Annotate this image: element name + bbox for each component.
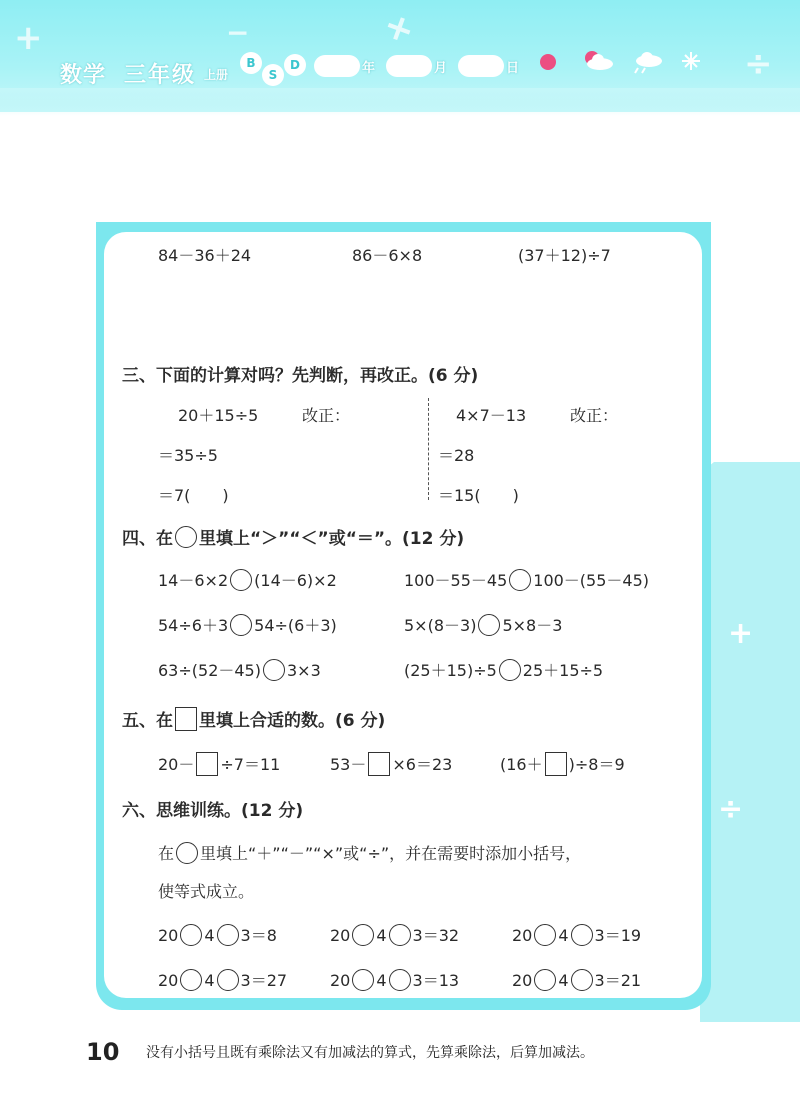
compare-circle[interactable] <box>478 614 500 636</box>
compare-row-2-left: 54÷6＋3 54÷(6＋3) <box>158 613 337 638</box>
grade-label: 三年级 <box>124 63 197 88</box>
operator-circle[interactable] <box>534 924 556 946</box>
multiply-decoration-icon: + <box>377 4 421 53</box>
compare-circle[interactable] <box>230 614 252 636</box>
section-4-title: 四、在 里填上“＞”“＜”或“＝”。(12 分) <box>122 524 464 550</box>
left-correction-label: 改正： <box>302 406 351 425</box>
operator-circle[interactable] <box>389 924 411 946</box>
operator-equation-4: 20 4 3＝27 <box>158 968 287 993</box>
answer-box[interactable] <box>545 752 567 776</box>
publisher-letter-s: S <box>262 64 284 86</box>
box-placeholder-icon <box>175 707 197 731</box>
right-step-1: ＝28 <box>438 446 475 465</box>
left-problem-expression: 20＋15÷5 <box>178 406 259 425</box>
operator-circle[interactable] <box>389 969 411 991</box>
divide-side-icon: ÷ <box>718 792 744 827</box>
compare-row-3-left: 63÷(52－45) 3×3 <box>158 658 321 683</box>
right-problem-expression: 4×7－13 <box>456 406 527 425</box>
compare-row-3-right: (25＋15)÷5 25＋15÷5 <box>404 658 603 683</box>
volume-label: 上册 <box>204 68 229 82</box>
day-field[interactable] <box>458 55 504 77</box>
publisher-letter-d: D <box>284 54 306 76</box>
operator-circle[interactable] <box>534 969 556 991</box>
footer-tip: 没有小括号且既有乘除法又有加减法的算式，先算乘除法，后算加减法。 <box>146 1045 594 1061</box>
operator-circle[interactable] <box>217 969 239 991</box>
operator-equation-3: 20 4 3＝19 <box>512 923 641 948</box>
header-fade <box>0 88 800 116</box>
year-label: 年 <box>362 61 376 76</box>
left-step-1: ＝35÷5 <box>158 446 218 465</box>
continued-expression-1: 84－36＋24 <box>158 246 252 265</box>
divide-decoration-icon: ÷ <box>744 44 773 84</box>
dashed-divider <box>428 398 429 500</box>
compare-row-1-right: 100－55－45 100－(55－45) <box>404 568 649 593</box>
operator-equation-6: 20 4 3＝21 <box>512 968 641 993</box>
operator-circle[interactable] <box>180 969 202 991</box>
continued-expression-3: (37＋12)÷7 <box>518 246 611 265</box>
operator-circle[interactable] <box>217 924 239 946</box>
compare-circle[interactable] <box>509 569 531 591</box>
circle-placeholder-icon <box>176 842 198 864</box>
section-6-title: 六、思维训练。(12 分) <box>122 801 304 821</box>
answer-box[interactable] <box>196 752 218 776</box>
month-label: 月 <box>434 61 448 76</box>
year-field[interactable] <box>314 55 360 77</box>
operator-equation-1: 20 4 3＝8 <box>158 923 277 948</box>
operator-circle[interactable] <box>571 924 593 946</box>
operator-equation-5: 20 4 3＝13 <box>330 968 459 993</box>
publisher-letter-b: B <box>240 52 262 74</box>
operator-circle[interactable] <box>352 969 374 991</box>
fill-equation-3: (16＋ )÷8＝9 <box>500 752 625 778</box>
plus-decoration-icon: + <box>14 18 43 58</box>
compare-circle[interactable] <box>499 659 521 681</box>
snow-icon[interactable] <box>680 50 702 72</box>
right-correction-label: 改正： <box>570 406 619 425</box>
section-3-title: 三、下面的计算对吗？先判断，再改正。(6 分) <box>122 366 479 386</box>
minus-decoration-icon: − <box>226 16 250 49</box>
side-decoration-band <box>700 462 800 1022</box>
left-step-2-judgement[interactable]: ＝7( ) <box>158 486 229 505</box>
compare-circle[interactable] <box>230 569 252 591</box>
right-step-2-judgement[interactable]: ＝15( ) <box>438 486 519 505</box>
fill-equation-1: 20－ ÷7＝11 <box>158 752 280 778</box>
day-label: 日 <box>506 61 520 76</box>
answer-box[interactable] <box>368 752 390 776</box>
fill-equation-2: 53－ ×6＝23 <box>330 752 452 778</box>
section-6-instruction-line-2: 使等式成立。 <box>158 882 255 901</box>
section-6-instruction: 在 里填上“＋”“－”“×”或“÷”，并在需要时添加小括号， <box>158 841 581 866</box>
subject-label: 数学 <box>60 63 107 88</box>
month-field[interactable] <box>386 55 432 77</box>
circle-placeholder-icon <box>175 526 197 548</box>
plus-side-icon: + <box>728 616 754 651</box>
section-5-title: 五、在 里填上合适的数。(6 分) <box>122 706 385 733</box>
continued-expression-2: 86－6×8 <box>352 246 423 265</box>
compare-row-1-left: 14－6×2 (14－6)×2 <box>158 568 337 593</box>
cloudy-icon[interactable] <box>580 46 616 74</box>
operator-circle[interactable] <box>571 969 593 991</box>
operator-equation-2: 20 4 3＝32 <box>330 923 459 948</box>
compare-row-2-right: 5×(8－3) 5×8－3 <box>404 613 562 638</box>
operator-circle[interactable] <box>180 924 202 946</box>
operator-circle[interactable] <box>352 924 374 946</box>
compare-circle[interactable] <box>263 659 285 681</box>
rain-icon[interactable] <box>632 50 664 76</box>
sun-icon[interactable] <box>536 50 560 74</box>
page-number: 10 <box>86 1038 120 1066</box>
